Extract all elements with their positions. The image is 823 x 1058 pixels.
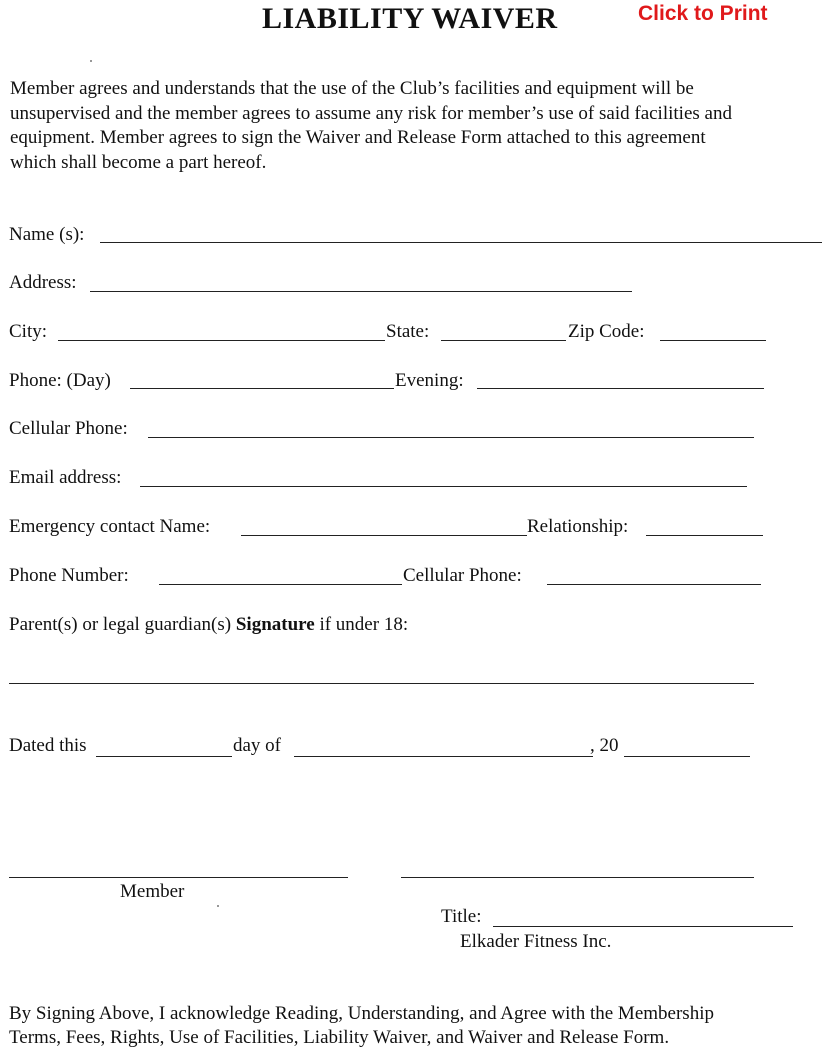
intro-line: equipment. Member agrees to sign the Waiver and Release Form attached to this agreement	[10, 127, 706, 148]
company-signature-field[interactable]	[401, 877, 754, 878]
evening-field[interactable]	[477, 388, 764, 389]
email-label: Email address:	[9, 467, 122, 488]
phone-number-label: Phone Number:	[9, 565, 129, 586]
company-name: Elkader Fitness Inc.	[460, 931, 612, 952]
cellular-phone-label: Cellular Phone:	[9, 418, 128, 439]
address-label: Address:	[9, 272, 77, 293]
print-link[interactable]: Click to Print	[638, 2, 768, 25]
phone-day-label: Phone: (Day)	[9, 370, 111, 391]
dated-month-field[interactable]	[294, 756, 593, 757]
phone-day-field[interactable]	[130, 388, 394, 389]
cellular-phone-2-label: Cellular Phone:	[403, 565, 522, 586]
guardian-signature-field[interactable]	[9, 683, 754, 684]
zip-label: Zip Code:	[568, 321, 645, 342]
phone-number-field[interactable]	[159, 584, 402, 585]
dated-year-field[interactable]	[624, 756, 750, 757]
footer-line: Terms, Fees, Rights, Use of Facilities, Liability Waiver, and Waiver and Release Form.	[9, 1027, 670, 1048]
dated-day-field[interactable]	[96, 756, 232, 757]
intro-line: Member agrees and understands that the use of the Club’s facilities and equipment will be	[10, 78, 694, 99]
page-title: LIABILITY WAIVER	[262, 2, 558, 35]
member-signature-field[interactable]	[9, 877, 348, 878]
scan-speck	[90, 60, 92, 62]
guardian-signature-label	[9, 614, 408, 636]
address-field[interactable]	[90, 291, 632, 292]
emergency-name-field[interactable]	[241, 535, 527, 536]
name-label: Name (s):	[9, 224, 85, 245]
intro-line: which shall become a part hereof.	[10, 151, 267, 173]
intro-paragraph	[10, 77, 820, 175]
guardian-signature-word: Signature	[235, 614, 315, 635]
city-field[interactable]	[58, 340, 385, 341]
cellular-phone-field[interactable]	[148, 437, 754, 438]
relationship-label: Relationship:	[527, 516, 629, 537]
member-label: Member	[120, 881, 185, 902]
emergency-name-label: Emergency contact Name:	[9, 516, 211, 537]
guardian-suffix: if under 18:	[319, 614, 409, 635]
city-label: City:	[9, 321, 48, 342]
dated-this-label: Dated this	[9, 735, 87, 756]
scan-speck	[217, 905, 219, 907]
state-field[interactable]	[441, 340, 566, 341]
name-field[interactable]	[100, 242, 822, 243]
title-label: Title:	[441, 906, 482, 927]
state-label: State:	[386, 321, 430, 342]
intro-line: unsupervised and the member agrees to assume any risk for member’s use of said facilities and	[10, 102, 732, 124]
relationship-field[interactable]	[646, 535, 763, 536]
evening-label: Evening:	[395, 370, 464, 391]
day-of-label: day of	[233, 735, 282, 756]
email-field[interactable]	[140, 486, 747, 487]
guardian-prefix: Parent(s) or legal guardian(s)	[9, 614, 232, 635]
footer-line: By Signing Above, I acknowledge Reading, Understanding, and Agree with the Membership	[9, 1003, 714, 1024]
cellular-phone-2-field[interactable]	[547, 584, 761, 585]
title-field[interactable]	[493, 926, 793, 927]
year-prefix-label: , 20	[590, 735, 619, 756]
zip-field[interactable]	[660, 340, 766, 341]
